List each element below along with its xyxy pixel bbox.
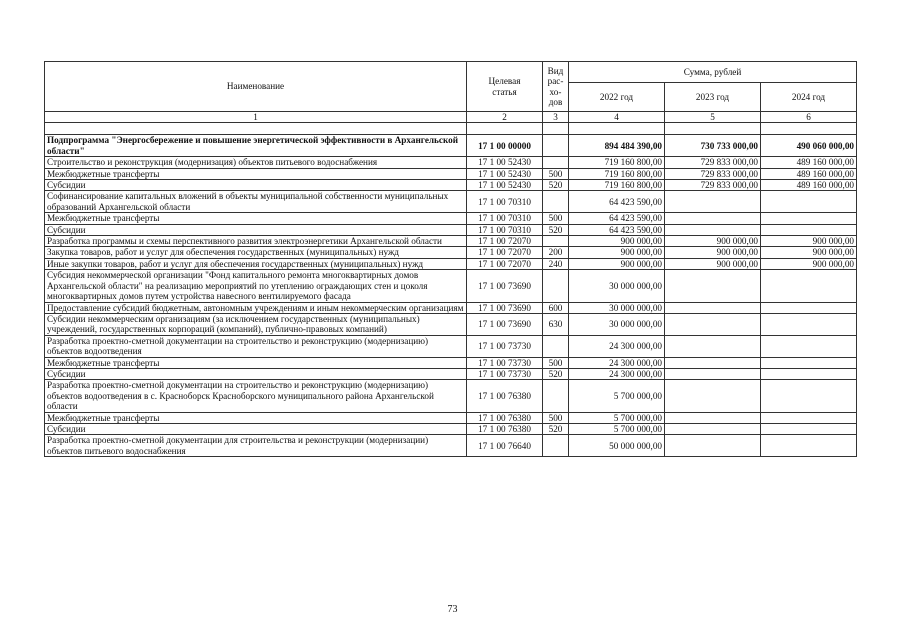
row-amount-2023: 729 833 000,00 xyxy=(665,168,761,179)
row-expense-type xyxy=(543,335,569,357)
row-name: Субсидия некоммерческой организации "Фонд капитального ремонта многоквартирных домов Архангельской области" на реализацию мероприятий по утеплению ограждающих стен и цоколя многоквартирных домов путем устройства навесного вентилируемого фасада xyxy=(45,270,467,302)
table-row xyxy=(45,435,857,457)
row-target-article: 17 1 00 70310 xyxy=(467,224,543,235)
row-amount-2024 xyxy=(761,357,857,368)
header-sum: Сумма, рублей xyxy=(569,62,857,83)
row-amount-2023 xyxy=(665,302,761,313)
row-amount-2022: 900 000,00 xyxy=(569,236,665,247)
row-target-article: 17 1 00 76640 xyxy=(467,435,543,457)
row-name: Межбюджетные трансферты xyxy=(45,213,467,224)
row-name: Иные закупки товаров, работ и услуг для обеспечения государственных (муниципальных) нужд xyxy=(45,258,467,269)
row-amount-2024: 489 160 000,00 xyxy=(761,180,857,191)
row-amount-2023 xyxy=(665,224,761,235)
row-amount-2022: 5 700 000,00 xyxy=(569,412,665,423)
row-expense-type: 600 xyxy=(543,302,569,313)
row-expense-type: 500 xyxy=(543,168,569,179)
table-row xyxy=(45,224,857,235)
row-amount-2023: 729 833 000,00 xyxy=(665,180,761,191)
row-target-article: 17 1 00 72070 xyxy=(467,247,543,258)
row-target-article: 17 1 00 73690 xyxy=(467,270,543,302)
row-name: Межбюджетные трансферты xyxy=(45,412,467,423)
table-row xyxy=(45,258,857,269)
row-target-article: 17 1 00 72070 xyxy=(467,236,543,247)
row-amount-2022: 719 160 800,00 xyxy=(569,168,665,179)
row-amount-2024 xyxy=(761,435,857,457)
header-year-2023: 2023 год xyxy=(665,83,761,112)
row-name: Межбюджетные трансферты xyxy=(45,357,467,368)
column-number: 4 xyxy=(569,112,665,123)
row-target-article: 17 1 00 52430 xyxy=(467,168,543,179)
row-amount-2023: 900 000,00 xyxy=(665,236,761,247)
row-expense-type xyxy=(543,157,569,168)
row-target-article: 17 1 00 73690 xyxy=(467,313,543,335)
row-amount-2023 xyxy=(665,191,761,213)
column-number: 6 xyxy=(761,112,857,123)
row-expense-type: 520 xyxy=(543,180,569,191)
row-amount-2022: 5 700 000,00 xyxy=(569,380,665,412)
row-amount-2023: 900 000,00 xyxy=(665,258,761,269)
spacer-row xyxy=(45,123,857,135)
column-number: 3 xyxy=(543,112,569,123)
row-amount-2024 xyxy=(761,423,857,434)
row-expense-type: 520 xyxy=(543,423,569,434)
row-amount-2023 xyxy=(665,412,761,423)
row-amount-2022: 719 160 800,00 xyxy=(569,157,665,168)
row-name: Подпрограмма "Энергосбережение и повышение энергетической эффективности в Архангельской области" xyxy=(45,135,467,157)
row-amount-2022: 894 484 390,00 xyxy=(569,135,665,157)
row-amount-2022: 30 000 000,00 xyxy=(569,270,665,302)
table-row xyxy=(45,270,857,302)
row-amount-2024 xyxy=(761,270,857,302)
row-name: Субсидии xyxy=(45,224,467,235)
row-amount-2022: 50 000 000,00 xyxy=(569,435,665,457)
row-amount-2024: 490 060 000,00 xyxy=(761,135,857,157)
table-row xyxy=(45,236,857,247)
row-amount-2023 xyxy=(665,357,761,368)
row-amount-2022: 30 000 000,00 xyxy=(569,302,665,313)
row-name: Субсидии xyxy=(45,423,467,434)
row-expense-type: 520 xyxy=(543,368,569,379)
row-amount-2022: 64 423 590,00 xyxy=(569,213,665,224)
row-amount-2023 xyxy=(665,270,761,302)
row-target-article: 17 1 00 52430 xyxy=(467,157,543,168)
row-target-article: 17 1 00 70310 xyxy=(467,213,543,224)
column-numbers-row xyxy=(45,112,857,123)
row-name: Разработка проектно-сметной документации для строительства и реконструкции (модернизации) объектов питьевого водоснабжения xyxy=(45,435,467,457)
row-name: Закупка товаров, работ и услуг для обеспечения государственных (муниципальных) нужд xyxy=(45,247,467,258)
table-row xyxy=(45,335,857,357)
page-number: 73 xyxy=(447,604,458,615)
column-number: 2 xyxy=(467,112,543,123)
row-amount-2023 xyxy=(665,213,761,224)
row-amount-2024 xyxy=(761,368,857,379)
header-year-2024: 2024 год xyxy=(761,83,857,112)
row-expense-type xyxy=(543,191,569,213)
row-amount-2022: 719 160 800,00 xyxy=(569,180,665,191)
row-name: Предоставление субсидий бюджетным, автономным учреждениям и иным некоммерческим организациям xyxy=(45,302,467,313)
row-name: Разработка проектно-сметной документации на строительство и реконструкцию (модернизацию) объектов водоотведения xyxy=(45,335,467,357)
row-amount-2024 xyxy=(761,224,857,235)
row-amount-2024 xyxy=(761,191,857,213)
row-target-article: 17 1 00 73730 xyxy=(467,368,543,379)
row-amount-2024 xyxy=(761,380,857,412)
row-expense-type: 630 xyxy=(543,313,569,335)
row-target-article: 17 1 00 72070 xyxy=(467,258,543,269)
row-amount-2023: 900 000,00 xyxy=(665,247,761,258)
row-expense-type xyxy=(543,270,569,302)
table-row xyxy=(45,368,857,379)
row-name: Софинансирование капитальных вложений в объекты муниципальной собственности муниципальных образований Архангельской области xyxy=(45,191,467,213)
row-amount-2022: 64 423 590,00 xyxy=(569,191,665,213)
header-article: Целевая статья xyxy=(467,62,543,112)
row-amount-2023 xyxy=(665,368,761,379)
row-amount-2024 xyxy=(761,335,857,357)
row-target-article: 17 1 00 52430 xyxy=(467,180,543,191)
header-name: Наименование xyxy=(45,62,467,112)
row-amount-2022: 900 000,00 xyxy=(569,247,665,258)
row-amount-2022: 900 000,00 xyxy=(569,258,665,269)
row-expense-type xyxy=(543,236,569,247)
table-row xyxy=(45,247,857,258)
row-expense-type xyxy=(543,435,569,457)
row-amount-2022: 24 300 000,00 xyxy=(569,368,665,379)
row-name: Субсидии xyxy=(45,368,467,379)
row-name: Разработка программы и схемы перспективного развития электроэнергетики Архангельской области xyxy=(45,236,467,247)
row-expense-type: 500 xyxy=(543,213,569,224)
row-name: Разработка проектно-сметной документации на строительство и реконструкцию (модернизацию) объектов водоотведения в с. Красноборск Красноборского муниципального района Архангельской области xyxy=(45,380,467,412)
column-number: 5 xyxy=(665,112,761,123)
table-row xyxy=(45,302,857,313)
row-amount-2023 xyxy=(665,313,761,335)
table-row xyxy=(45,423,857,434)
row-amount-2024 xyxy=(761,213,857,224)
row-amount-2024 xyxy=(761,302,857,313)
row-target-article: 17 1 00 70310 xyxy=(467,191,543,213)
row-expense-type xyxy=(543,135,569,157)
table-row xyxy=(45,135,857,157)
row-amount-2022: 30 000 000,00 xyxy=(569,313,665,335)
row-target-article: 17 1 00 76380 xyxy=(467,412,543,423)
row-amount-2024 xyxy=(761,313,857,335)
row-amount-2023: 730 733 000,00 xyxy=(665,135,761,157)
row-amount-2022: 24 300 000,00 xyxy=(569,357,665,368)
table-row xyxy=(45,213,857,224)
row-target-article: 17 1 00 76380 xyxy=(467,380,543,412)
row-amount-2022: 24 300 000,00 xyxy=(569,335,665,357)
row-expense-type: 520 xyxy=(543,224,569,235)
row-amount-2023 xyxy=(665,335,761,357)
row-target-article: 17 1 00 73730 xyxy=(467,357,543,368)
table-row xyxy=(45,380,857,412)
row-amount-2023: 729 833 000,00 xyxy=(665,157,761,168)
row-target-article: 17 1 00 76380 xyxy=(467,423,543,434)
row-amount-2022: 5 700 000,00 xyxy=(569,423,665,434)
table-row xyxy=(45,412,857,423)
row-amount-2024 xyxy=(761,412,857,423)
table-row xyxy=(45,191,857,213)
header-year-2022: 2022 год xyxy=(569,83,665,112)
row-name: Субсидии xyxy=(45,180,467,191)
row-expense-type: 500 xyxy=(543,357,569,368)
table-row xyxy=(45,180,857,191)
table-row xyxy=(45,157,857,168)
header-expense-type: Вид рас- хо- дов xyxy=(543,62,569,112)
row-expense-type: 240 xyxy=(543,258,569,269)
table-row xyxy=(45,313,857,335)
row-name: Межбюджетные трансферты xyxy=(45,168,467,179)
table-row xyxy=(45,168,857,179)
row-expense-type: 500 xyxy=(543,412,569,423)
row-amount-2024: 900 000,00 xyxy=(761,236,857,247)
row-target-article: 17 1 00 73690 xyxy=(467,302,543,313)
row-name: Субсидии некоммерческим организациям (за исключением государственных (муниципальных) учреждений, государственных корпораций (компаний), публично-правовых компаний) xyxy=(45,313,467,335)
row-amount-2023 xyxy=(665,423,761,434)
column-number: 1 xyxy=(45,112,467,123)
row-target-article: 17 1 00 73730 xyxy=(467,335,543,357)
row-amount-2022: 64 423 590,00 xyxy=(569,224,665,235)
row-amount-2024: 489 160 000,00 xyxy=(761,168,857,179)
row-amount-2023 xyxy=(665,380,761,412)
row-expense-type: 200 xyxy=(543,247,569,258)
table-row xyxy=(45,357,857,368)
row-amount-2024: 900 000,00 xyxy=(761,258,857,269)
budget-table xyxy=(44,61,857,457)
row-name: Строительство и реконструкция (модернизация) объектов питьевого водоснабжения xyxy=(45,157,467,168)
row-expense-type xyxy=(543,380,569,412)
row-amount-2023 xyxy=(665,435,761,457)
row-target-article: 17 1 00 00000 xyxy=(467,135,543,157)
row-amount-2024: 489 160 000,00 xyxy=(761,157,857,168)
row-amount-2024: 900 000,00 xyxy=(761,247,857,258)
